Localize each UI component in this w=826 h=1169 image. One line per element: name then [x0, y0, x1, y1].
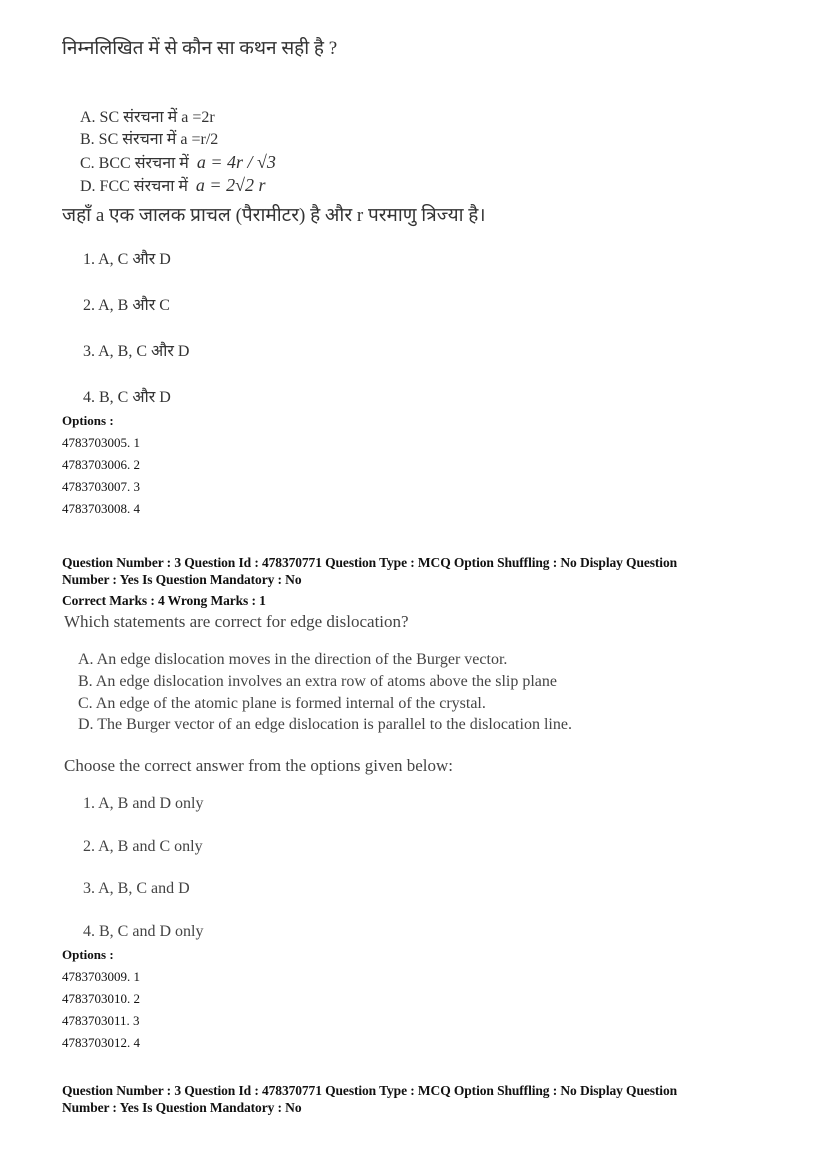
question-meta: Number : Yes Is Question Mandatory : No — [62, 572, 302, 587]
question-meta: Number : Yes Is Question Mandatory : No — [62, 1100, 302, 1115]
choice-4: 4. B, C and D only — [83, 923, 204, 940]
instruction: Choose the correct answer from the options given below: — [64, 756, 454, 775]
question-meta: Question Number : 3 Question Id : 478370771 Question Type : MCQ Option Shuffling : No Display Question — [62, 555, 678, 570]
question-meta: Question Number : 3 Question Id : 478370771 Question Type : MCQ Option Shuffling : No Display Question — [62, 1083, 678, 1098]
option-id: 4783703011. 3 — [62, 1013, 140, 1028]
option-id: 4783703005. 1 — [62, 435, 140, 450]
choice-1: 1. A, B and D only — [83, 795, 204, 812]
question-text: Which statements are correct for edge dislocation? — [64, 612, 409, 631]
option-id: 4783703006. 2 — [62, 457, 140, 472]
choice-2: 2. A, B and C only — [83, 838, 203, 855]
question-text-hindi: निम्नलिखित में से कौन सा कथन सही है ? — [62, 38, 338, 59]
statement-a: A. An edge dislocation moves in the direction of the Burger vector. — [78, 651, 508, 668]
options-label: Options : — [62, 947, 114, 962]
choice-3: 3. A, B, C and D — [83, 880, 190, 897]
choice-3: 3. A, B, C और D — [83, 343, 190, 360]
options-label: Options : — [62, 413, 114, 428]
statement-d: D. FCC संरचना में a = 2√2 r — [80, 175, 266, 195]
option-id: 4783703010. 2 — [62, 991, 140, 1006]
option-id: 4783703012. 4 — [62, 1035, 140, 1050]
choice-2: 2. A, B और C — [83, 297, 170, 314]
statement-b: B. An edge dislocation involves an extra row of atoms above the slip plane — [78, 673, 557, 690]
option-id: 4783703008. 4 — [62, 501, 140, 516]
statement-a: A. SC संरचना में a =2r — [80, 109, 215, 126]
statement-d: D. The Burger vector of an edge dislocation is parallel to the dislocation line. — [78, 716, 572, 733]
note-hindi: जहाँ a एक जालक प्राचल (पैरामीटर) है और r परमाणु त्रिज्या है। — [62, 205, 486, 226]
marks-info: Correct Marks : 4 Wrong Marks : 1 — [62, 593, 266, 608]
statement-c: C. BCC संरचना में a = 4r / √3 — [80, 152, 276, 172]
option-id: 4783703009. 1 — [62, 969, 140, 984]
statement-c: C. An edge of the atomic plane is formed internal of the crystal. — [78, 695, 486, 712]
option-id: 4783703007. 3 — [62, 479, 140, 494]
choice-4: 4. B, C और D — [83, 389, 171, 406]
choice-1: 1. A, C और D — [83, 251, 171, 268]
statement-b: B. SC संरचना में a =r/2 — [80, 131, 219, 148]
